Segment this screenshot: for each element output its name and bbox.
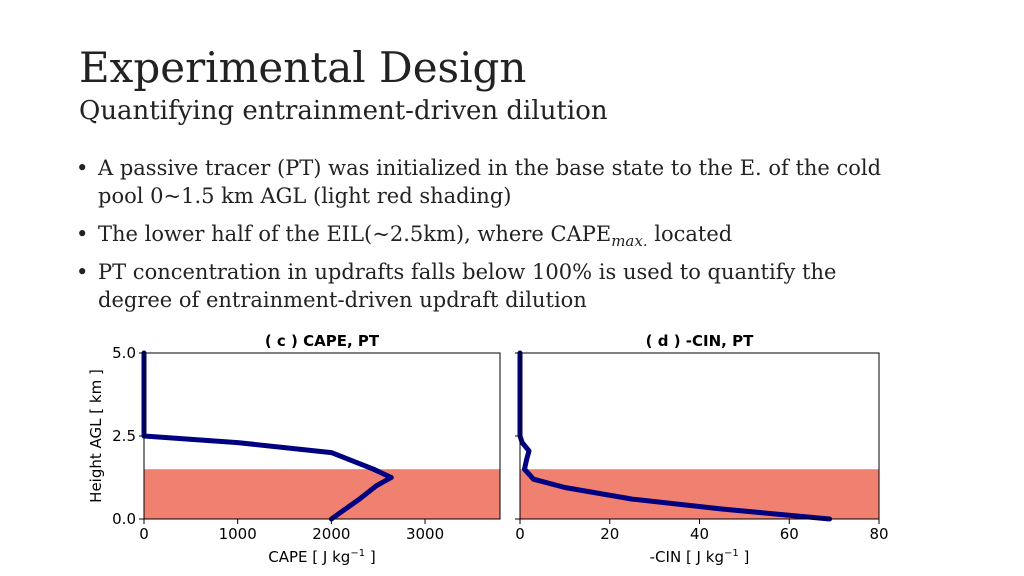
bullet-list (76, 154, 916, 324)
bullet-item (76, 220, 916, 248)
x-tick-label: 1000 (218, 525, 257, 543)
x-tick-label: 0 (515, 525, 525, 543)
x-axis-label: CAPE [ J $kg^{-1}$ ] (268, 548, 376, 566)
x-tick-label: 2000 (312, 525, 351, 543)
y-axis-label: Height AGL [ km ] (87, 369, 105, 503)
charts-figure (0, 322, 1024, 576)
y-tick-label: 2.5 (112, 427, 136, 445)
slide-title: Experimental Design (79, 43, 527, 92)
slide-subtitle: Quantifying entrainment-driven dilution (79, 96, 608, 126)
shaded-band (520, 469, 879, 519)
y-tick-label: 0.0 (112, 510, 136, 528)
bullet-text: A passive tracer (PT) was initialized in the base state to the E. of the cold pool 0~1.5 km AGL (light red shading) (98, 156, 882, 208)
x-tick-label: 0 (139, 525, 149, 543)
bullet-subscript: max. (611, 232, 648, 250)
y-tick-label: 5.0 (112, 344, 136, 362)
x-tick-label: 60 (779, 525, 799, 543)
shaded-band (144, 469, 500, 519)
bullet-text: PT concentration in updrafts falls below 100% is used to quantify the degree of entrainment-driven updraft dilution (98, 260, 837, 312)
x-axis-label: -CIN [ J $kg^{-1}$ ] (649, 548, 750, 566)
x-tick-label: 40 (689, 525, 710, 543)
bullet-text-post: located (647, 222, 733, 246)
bullet-item (76, 258, 916, 314)
x-tick-label: 3000 (405, 525, 445, 543)
bullet-marker: • (76, 260, 89, 284)
x-tick-label: 20 (600, 525, 620, 543)
bullet-text-pre: The lower half of the EIL(~2.5km), where CAPE (98, 222, 612, 246)
bullet-marker: • (76, 222, 89, 246)
bullet-item (76, 154, 916, 210)
chart-title: ( c ) CAPE, PT (264, 332, 380, 350)
chart-title: ( d ) -CIN, PT (645, 332, 754, 350)
bullet-marker: • (76, 156, 89, 180)
x-tick-label: 80 (869, 525, 889, 543)
